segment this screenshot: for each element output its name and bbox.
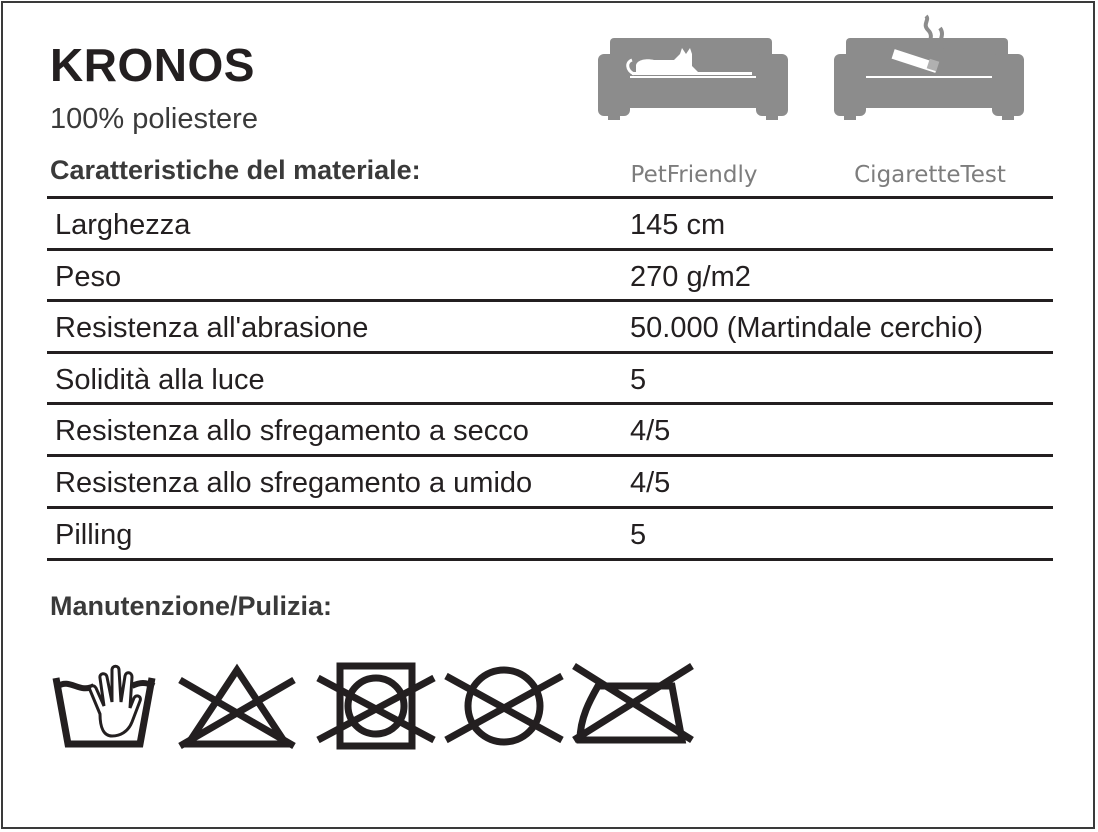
spec-value: 5 xyxy=(630,363,647,396)
spec-label: Larghezza xyxy=(55,209,191,241)
do-not-bleach-icon xyxy=(174,656,300,756)
section-care-heading: Manutenzione/Pulizia: xyxy=(50,591,333,621)
do-not-tumble-dry-icon xyxy=(314,656,438,756)
sofa-with-cat-icon xyxy=(596,14,796,134)
table-row xyxy=(47,454,1053,506)
table-row xyxy=(47,299,1053,351)
cigarette-test-label: CigaretteTest xyxy=(854,162,1006,188)
spec-value: 50.000 (Martindale cerchio) xyxy=(630,312,984,345)
table-row xyxy=(47,402,1053,454)
spec-label: Resistenza allo sfregamento a umido xyxy=(55,466,533,499)
product-title: KRONOS xyxy=(50,39,255,91)
spec-value: 270 g/m2 xyxy=(630,260,751,293)
spec-label: Solidità alla luce xyxy=(55,363,265,396)
spec-value: 4/5 xyxy=(630,466,671,499)
section-material-heading: Caratteristiche del materiale: xyxy=(50,155,421,185)
specs-table xyxy=(47,196,1053,561)
table-row xyxy=(47,196,1053,248)
cigarette-test-badge xyxy=(832,14,1032,189)
table-row xyxy=(47,248,1053,300)
spec-label: Pilling xyxy=(55,518,133,551)
hand-wash-icon xyxy=(50,656,160,756)
product-composition: 100% poliestere xyxy=(50,103,258,135)
pet-friendly-badge xyxy=(596,14,796,189)
spec-label: Resistenza allo sfregamento a secco xyxy=(55,415,529,448)
spec-value: 145 cm xyxy=(630,209,726,241)
table-row xyxy=(47,506,1053,561)
spec-value: 4/5 xyxy=(630,415,671,448)
spec-value: 5 xyxy=(630,518,647,551)
spec-label: Resistenza all'abrasione xyxy=(55,312,369,345)
table-row xyxy=(47,351,1053,403)
pet-friendly-label: PetFriendly xyxy=(630,162,758,188)
spec-label: Peso xyxy=(55,260,122,293)
do-not-iron-icon xyxy=(570,656,696,756)
sofa-with-cigarette-icon xyxy=(832,14,1032,134)
do-not-dry-clean-icon xyxy=(442,656,566,756)
